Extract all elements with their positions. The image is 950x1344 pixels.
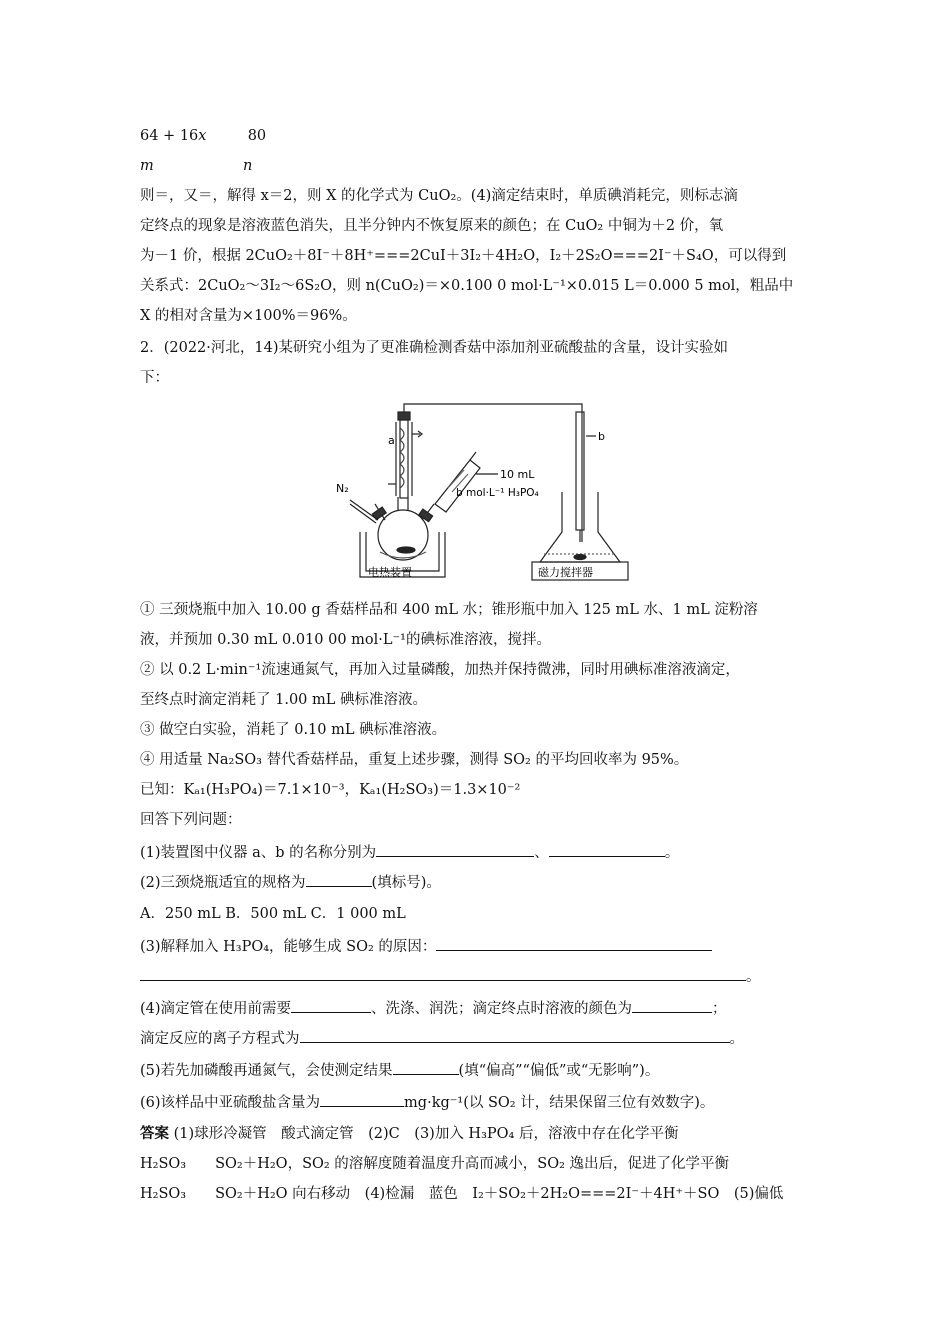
q1-end: 。	[664, 845, 680, 861]
label-heater: 电热装置	[368, 566, 412, 579]
sub-question-3-cont	[140, 966, 761, 987]
step-4: ④ 用适量 Na₂SO₃ 替代香菇样品，重复上述步骤，测得 SO₂ 的平均回收率为 95%。	[140, 752, 689, 768]
ratio-right: 80	[247, 128, 267, 144]
label-a: a	[388, 434, 395, 447]
prev-line-3: 则＝，又＝，解得 x＝2，则 X 的化学式为 CuO₂。(4)滴定结束时，单质碘消耗完，则标志滴	[140, 188, 738, 204]
sub-question-4b	[140, 1028, 744, 1049]
q2-options: A．250 mL B．500 mL C．1 000 mL	[140, 906, 406, 922]
n2-inlet	[350, 500, 378, 520]
q4-end: ；	[712, 1001, 727, 1017]
q6-blank[interactable]	[320, 1092, 404, 1107]
label-volume: 10 mL	[500, 468, 535, 481]
known-constants: 已知：Kₐ₁(H₃PO₄)＝7.1×10⁻³，Kₐ₁(H₂SO₃)＝1.3×10⁻²	[140, 782, 521, 798]
answer-text-1: (1)球形冷凝管 酸式滴定管 (2)C (3)加入 H₃PO₄ 后，溶液中存在化学平衡	[173, 1126, 679, 1142]
q4b-end: 。	[729, 1031, 744, 1047]
sub-question-2	[140, 872, 441, 893]
q1-sep: 、	[534, 845, 549, 861]
conical-flask	[540, 492, 620, 562]
answer-line-2: H₂SO₃ SO₂＋H₂O，SO₂ 的溶解度随着温度升高而减小，SO₂ 逸出后，促进了化学平衡	[140, 1156, 730, 1172]
q4-blank-1[interactable]	[291, 998, 371, 1013]
q5-end: (填“偏高”“偏低”或“无影响”)。	[458, 1063, 660, 1079]
sub-question-1	[140, 842, 679, 863]
prev-line-6: 关系式：2CuO₂～3I₂～6S₂O，则 n(CuO₂)＝×0.100 0 mol·L⁻¹×0.015 L＝0.000 5 mol，粗品中	[140, 278, 794, 294]
apparatus-figure	[330, 392, 630, 586]
step-2b: 至终点时滴定消耗了 1.00 mL 碘标准溶液。	[140, 692, 427, 708]
step-1a: ① 三颈烧瓶中加入 10.00 g 香菇样品和 400 mL 水；锥形瓶中加入 125 mL 水、1 mL 淀粉溶	[140, 602, 758, 618]
q2-blank[interactable]	[306, 872, 372, 887]
gas-tube	[404, 404, 582, 542]
q3-text: (3)解释加入 H₃PO₄，能够生成 SO₂ 的原因：	[140, 939, 437, 955]
ratio-m: m	[140, 158, 154, 174]
q2-text: (2)三颈烧瓶适宜的规格为	[140, 875, 306, 891]
q1-text: (1)装置图中仪器 a、b 的名称分别为	[140, 845, 377, 861]
ratio-n: n	[242, 158, 253, 174]
label-concentration: b mol·L⁻¹ H₃PO₄	[456, 487, 539, 499]
q4-mid: 、洗涤、润洗；滴定终点时溶液的颜色为	[371, 1001, 633, 1017]
answer-prompt: 回答下列问题：	[140, 812, 242, 828]
q3-blank-1[interactable]	[436, 936, 712, 951]
label-b: b	[598, 430, 605, 443]
sub-question-4a	[140, 998, 727, 1019]
ratio-left: 64 + 16	[140, 128, 199, 144]
answer-line-1	[140, 1124, 678, 1144]
label-stirrer: 磁力搅拌器	[538, 566, 593, 579]
sub-question-6	[140, 1092, 714, 1113]
prev-line-5: 为－1 价，根据 2CuO₂＋8I⁻＋8H⁺===2CuI＋3I₂＋4H₂O，I₂＋2S₂O===2I⁻＋S₄O，可以得到	[140, 248, 787, 264]
q6-text: (6)该样品中亚硫酸盐含量为	[140, 1095, 321, 1111]
q4-blank-2[interactable]	[632, 998, 712, 1013]
q3-blank-2[interactable]	[140, 966, 746, 981]
ratio-row-1	[140, 126, 266, 146]
label-n2: N₂	[336, 482, 349, 495]
q2-end: (填标号)。	[371, 875, 441, 891]
q3-end: 。	[746, 969, 761, 985]
answer-label: 答案	[140, 1126, 169, 1142]
q1-blank-a[interactable]	[376, 842, 534, 857]
apparatus-svg	[330, 392, 630, 582]
q4-blank-3[interactable]	[300, 1028, 730, 1043]
prev-line-4: 定终点的现象是溶液蓝色消失，且半分钟内不恢复原来的颜色；在 CuO₂ 中铜为＋2 价，氧	[140, 218, 724, 234]
q6-end: mg·kg⁻¹(以 SO₂ 计，结果保留三位有效数字)。	[404, 1095, 715, 1111]
q5-text: (5)若先加磷酸再通氮气，会使测定结果	[140, 1063, 393, 1079]
step-3: ③ 做空白实验，消耗了 0.10 mL 碘标准溶液。	[140, 722, 447, 738]
sub-question-3	[140, 936, 712, 957]
ratio-row-2	[140, 156, 252, 176]
q1-blank-b[interactable]	[549, 842, 665, 857]
question-stem-2: 下：	[140, 370, 169, 386]
q4-text: (4)滴定管在使用前需要	[140, 1001, 292, 1017]
ratio-var: x	[198, 128, 207, 144]
question-stem-1: 2．(2022·河北，14)某研究小组为了更准确检测香菇中添加剂亚硫酸盐的含量，设计实验如	[140, 340, 728, 356]
answer-line-3: H₂SO₃ SO₂＋H₂O 向右移动 (4)检漏 蓝色 I₂＋SO₂＋2H₂O===2I⁻＋4H⁺＋SO (5)偏低	[140, 1186, 784, 1202]
q5-blank[interactable]	[393, 1060, 459, 1075]
q4b-text: 滴定反应的离子方程式为	[140, 1031, 300, 1047]
sub-question-5	[140, 1060, 659, 1081]
step-2a: ② 以 0.2 L·min⁻¹流速通氮气，再加入过量磷酸，加热并保持微沸，同时用碘标准溶液滴定，	[140, 662, 740, 678]
step-1b: 液，并预加 0.30 mL 0.010 00 mol·L⁻¹的碘标准溶液，搅拌。	[140, 632, 551, 648]
prev-line-7: X 的相对含量为×100%＝96%。	[140, 308, 357, 324]
burette-b	[576, 412, 584, 530]
